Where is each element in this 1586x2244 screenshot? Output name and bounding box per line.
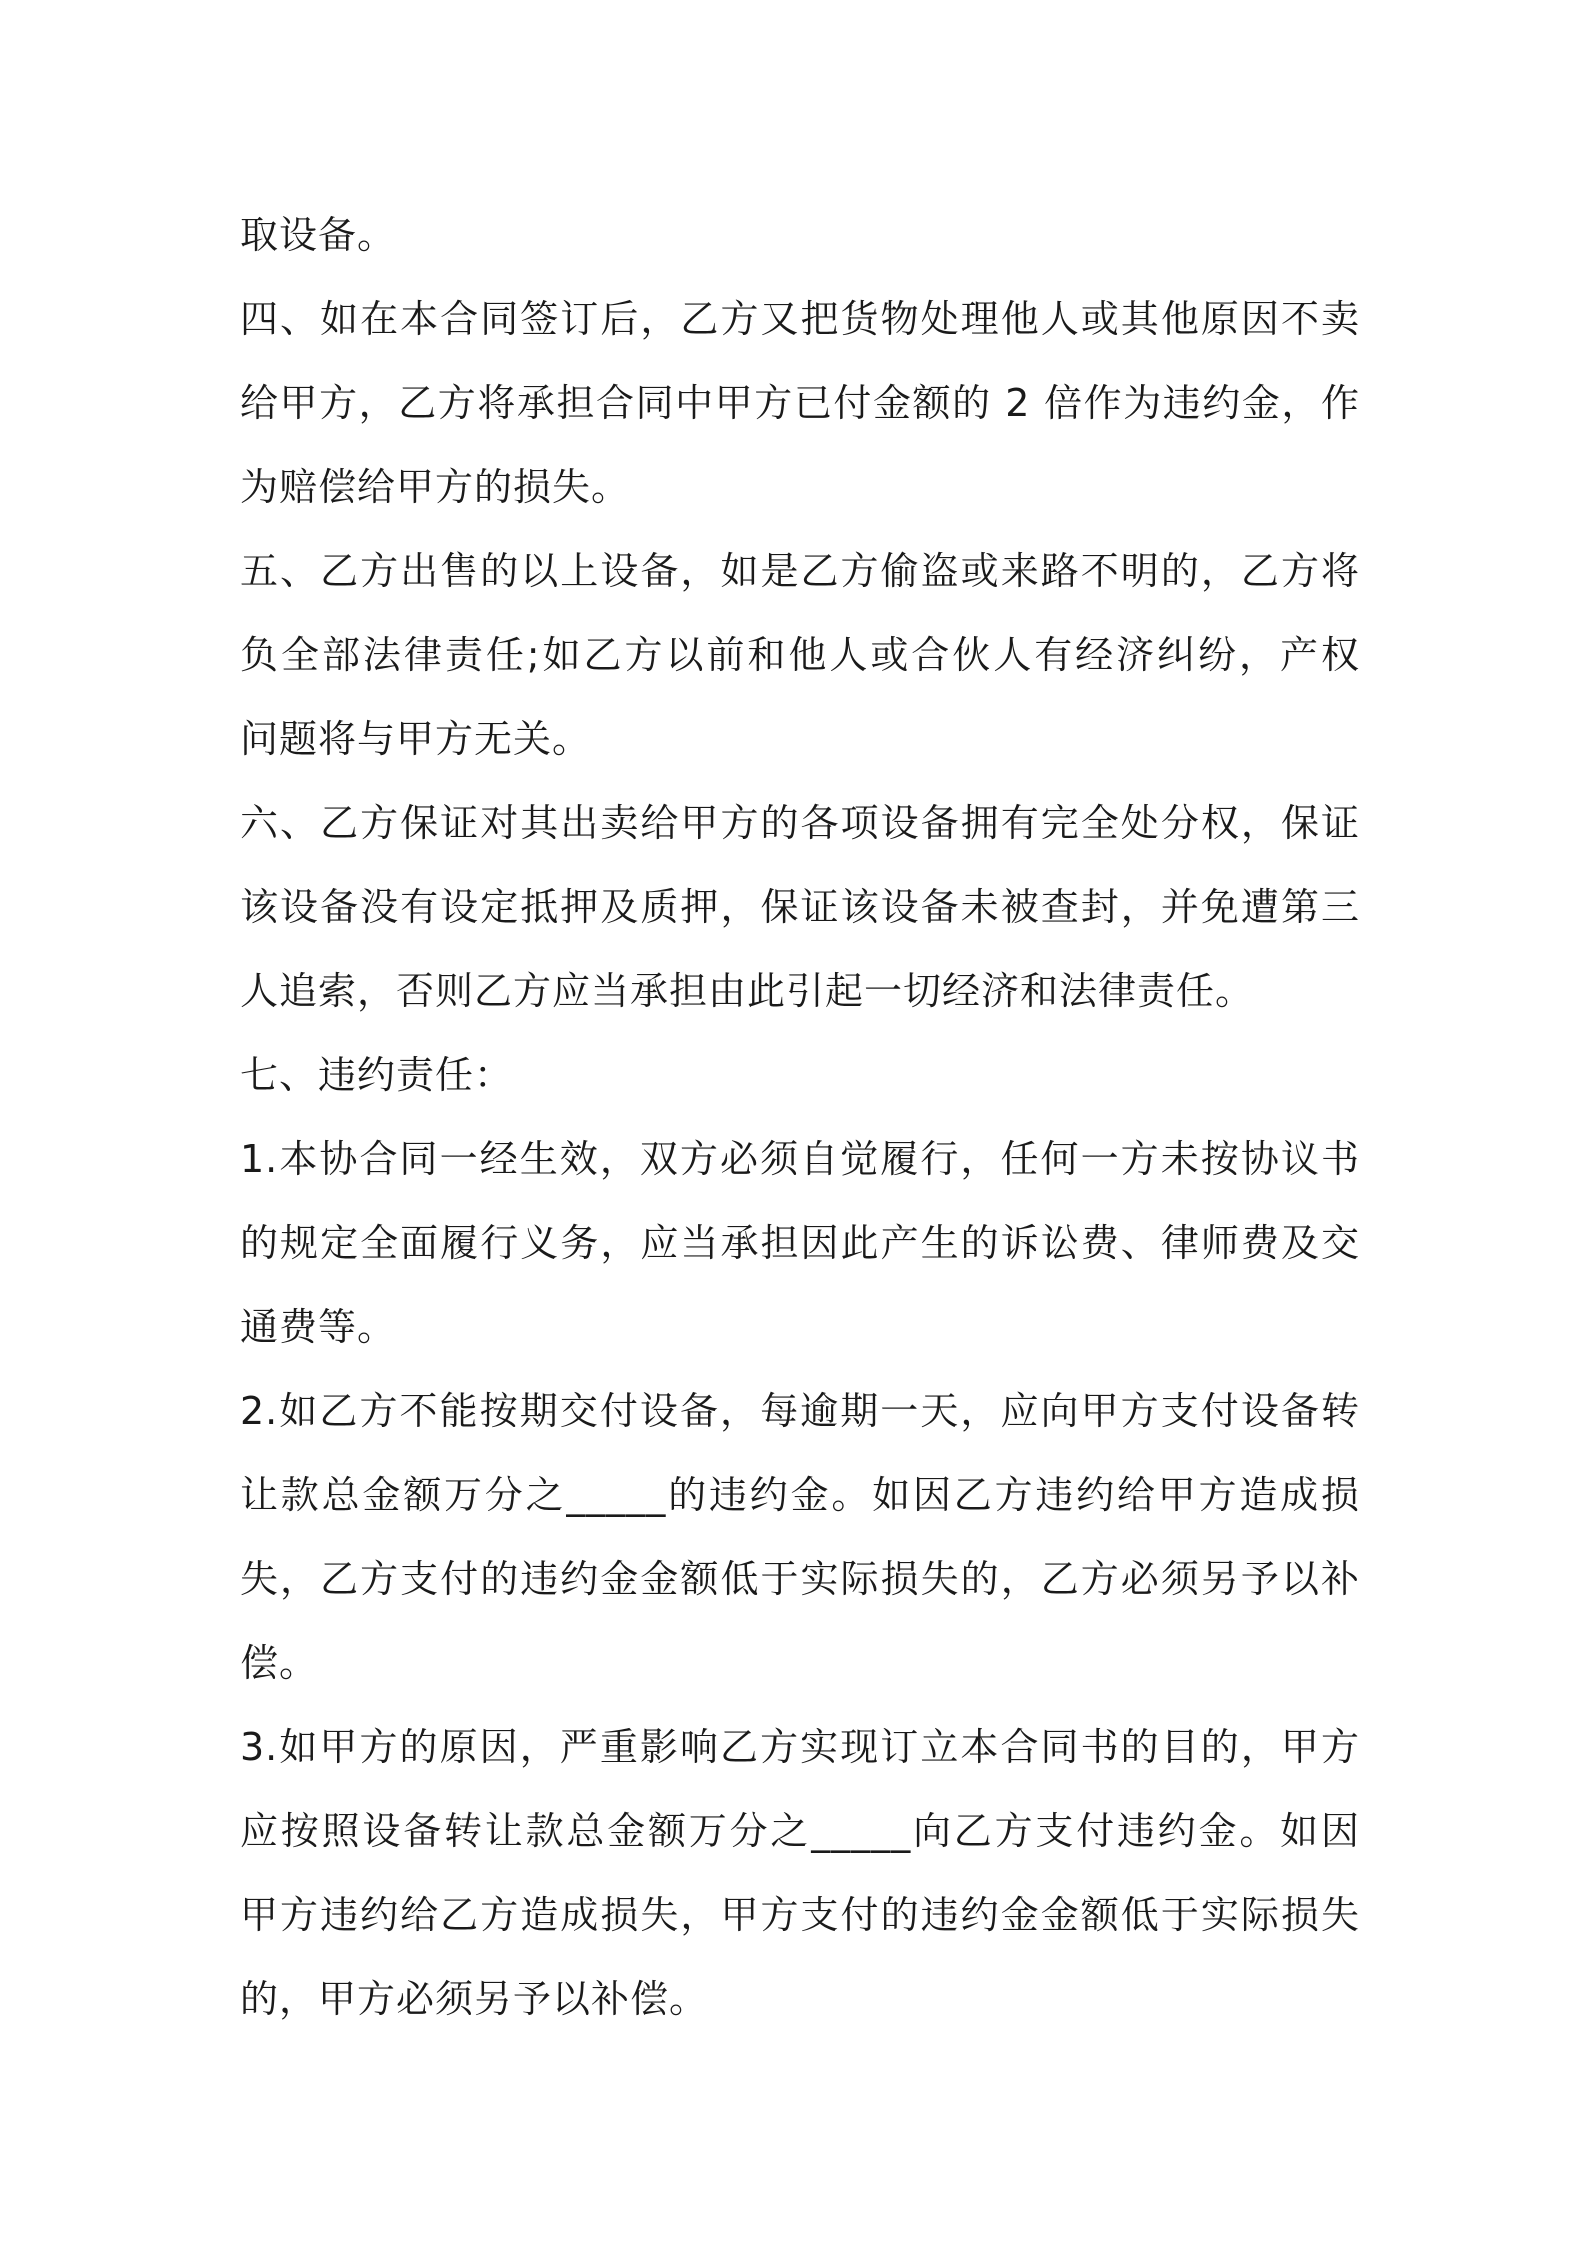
document-page: [240, 193, 1360, 2041]
text-line: 人追索，否则乙方应当承担由此引起一切经济和法律责任。: [240, 969, 1255, 1013]
text-line: 负全部法律责任;如乙方以前和他人或合伙人有经济纠纷，产权: [240, 633, 1360, 677]
text-line: 五、乙方出售的以上设备，如是乙方偷盗或来路不明的，乙方将: [240, 549, 1360, 593]
text-line: 2.如乙方不能按期交付设备，每逾期一天，应向甲方支付设备转: [240, 1389, 1360, 1433]
text-line: 通费等。: [240, 1305, 397, 1349]
text-line: 的，甲方必须另予以补偿。: [240, 1977, 709, 2021]
text-line: 偿。: [240, 1641, 319, 1685]
text-line: 该设备没有设定抵押及质押，保证该设备未被查封，并免遭第三: [240, 885, 1360, 929]
text-line: 失，乙方支付的违约金金额低于实际损失的，乙方必须另予以补: [240, 1557, 1360, 1601]
text-line: 为赔偿给甲方的损失。: [240, 465, 631, 509]
text-line: 3.如甲方的原因，严重影响乙方实现订立本合同书的目的，甲方: [240, 1725, 1360, 1769]
text-line: 1.本协合同一经生效，双方必须自觉履行，任何一方未按协议书: [240, 1137, 1360, 1181]
text-line: 甲方违约给乙方造成损失，甲方支付的违约金金额低于实际损失: [240, 1893, 1360, 1937]
text-line: 六、乙方保证对其出卖给甲方的各项设备拥有完全处分权，保证: [240, 801, 1360, 845]
text-line: 取设备。: [240, 213, 397, 257]
text-line: 四、如在本合同签订后，乙方又把货物处理他人或其他原因不卖: [240, 297, 1360, 341]
text-line: 让款总金额万分之_____的违约金。如因乙方违约给甲方造成损: [240, 1473, 1360, 1517]
text-line: 问题将与甲方无关。: [240, 717, 592, 761]
text-line: 的规定全面履行义务，应当承担因此产生的诉讼费、律师费及交: [240, 1221, 1360, 1265]
text-line: 七、违约责任：: [240, 1053, 514, 1097]
text-line: 给甲方，乙方将承担合同中甲方已付金额的 2 倍作为违约金，作: [240, 381, 1360, 425]
text-line: 应按照设备转让款总金额万分之_____向乙方支付违约金。如因: [240, 1809, 1360, 1853]
